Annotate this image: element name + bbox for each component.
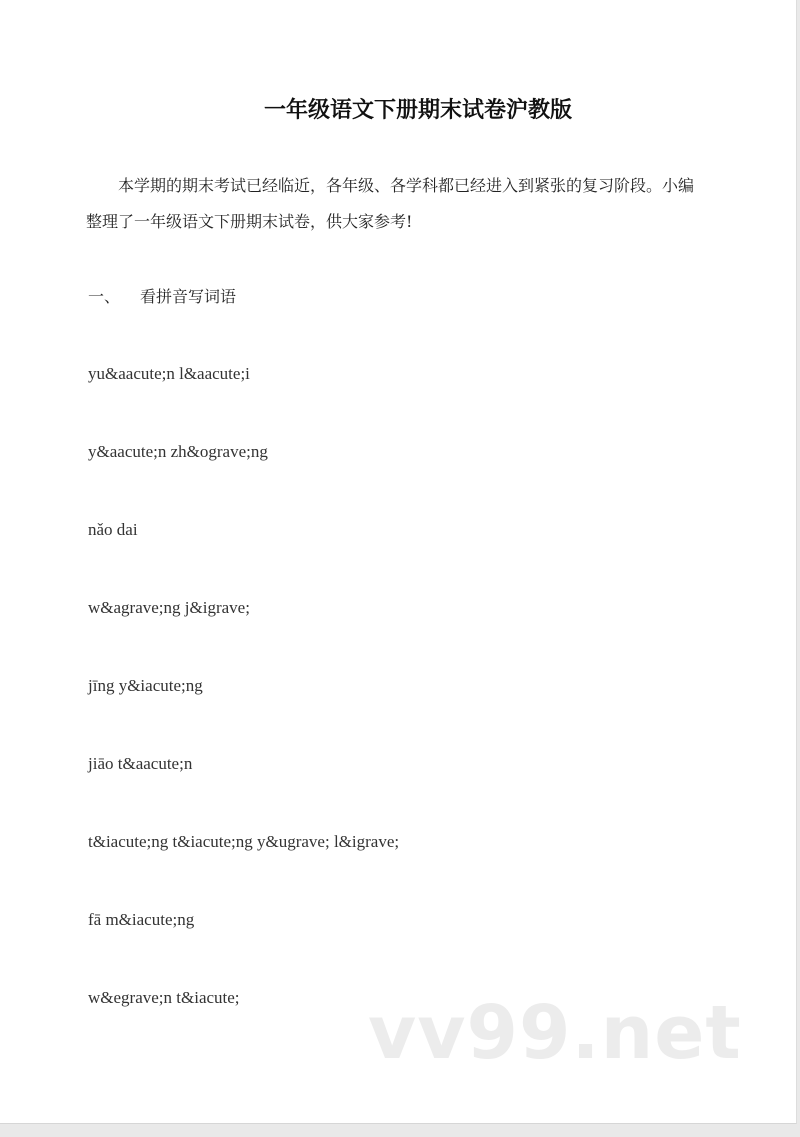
pinyin-item: nǎo dai: [88, 520, 138, 539]
section-number: 一、: [88, 287, 121, 306]
pinyin-item: y&aacute;n zh&ograve;ng: [88, 442, 268, 461]
pinyin-item: jiāo t&aacute;n: [88, 754, 193, 773]
intro-paragraph: 本学期的期末考试已经临近，各年级、各学科都已经进入到紧张的复习阶段。小编整理了一年级语文下册期末试卷，供大家参考!: [86, 176, 695, 231]
watermark: vv99.net: [368, 990, 742, 1076]
page-title: 一年级语文下册期末试卷沪教版: [263, 98, 572, 123]
pinyin-item: w&egrave;n t&iacute;: [88, 988, 240, 1007]
pinyin-item: jīng y&iacute;ng: [88, 676, 203, 695]
pinyin-item: fā m&iacute;ng: [88, 910, 195, 929]
pinyin-item: yu&aacute;n l&aacute;i: [88, 364, 250, 383]
section-title: 看拼音写词语: [140, 287, 237, 306]
section-heading: [88, 284, 236, 307]
pinyin-item: t&iacute;ng t&iacute;ng y&ugrave; l&igrave;: [88, 832, 400, 851]
pinyin-item: w&agrave;ng j&igrave;: [88, 598, 250, 617]
